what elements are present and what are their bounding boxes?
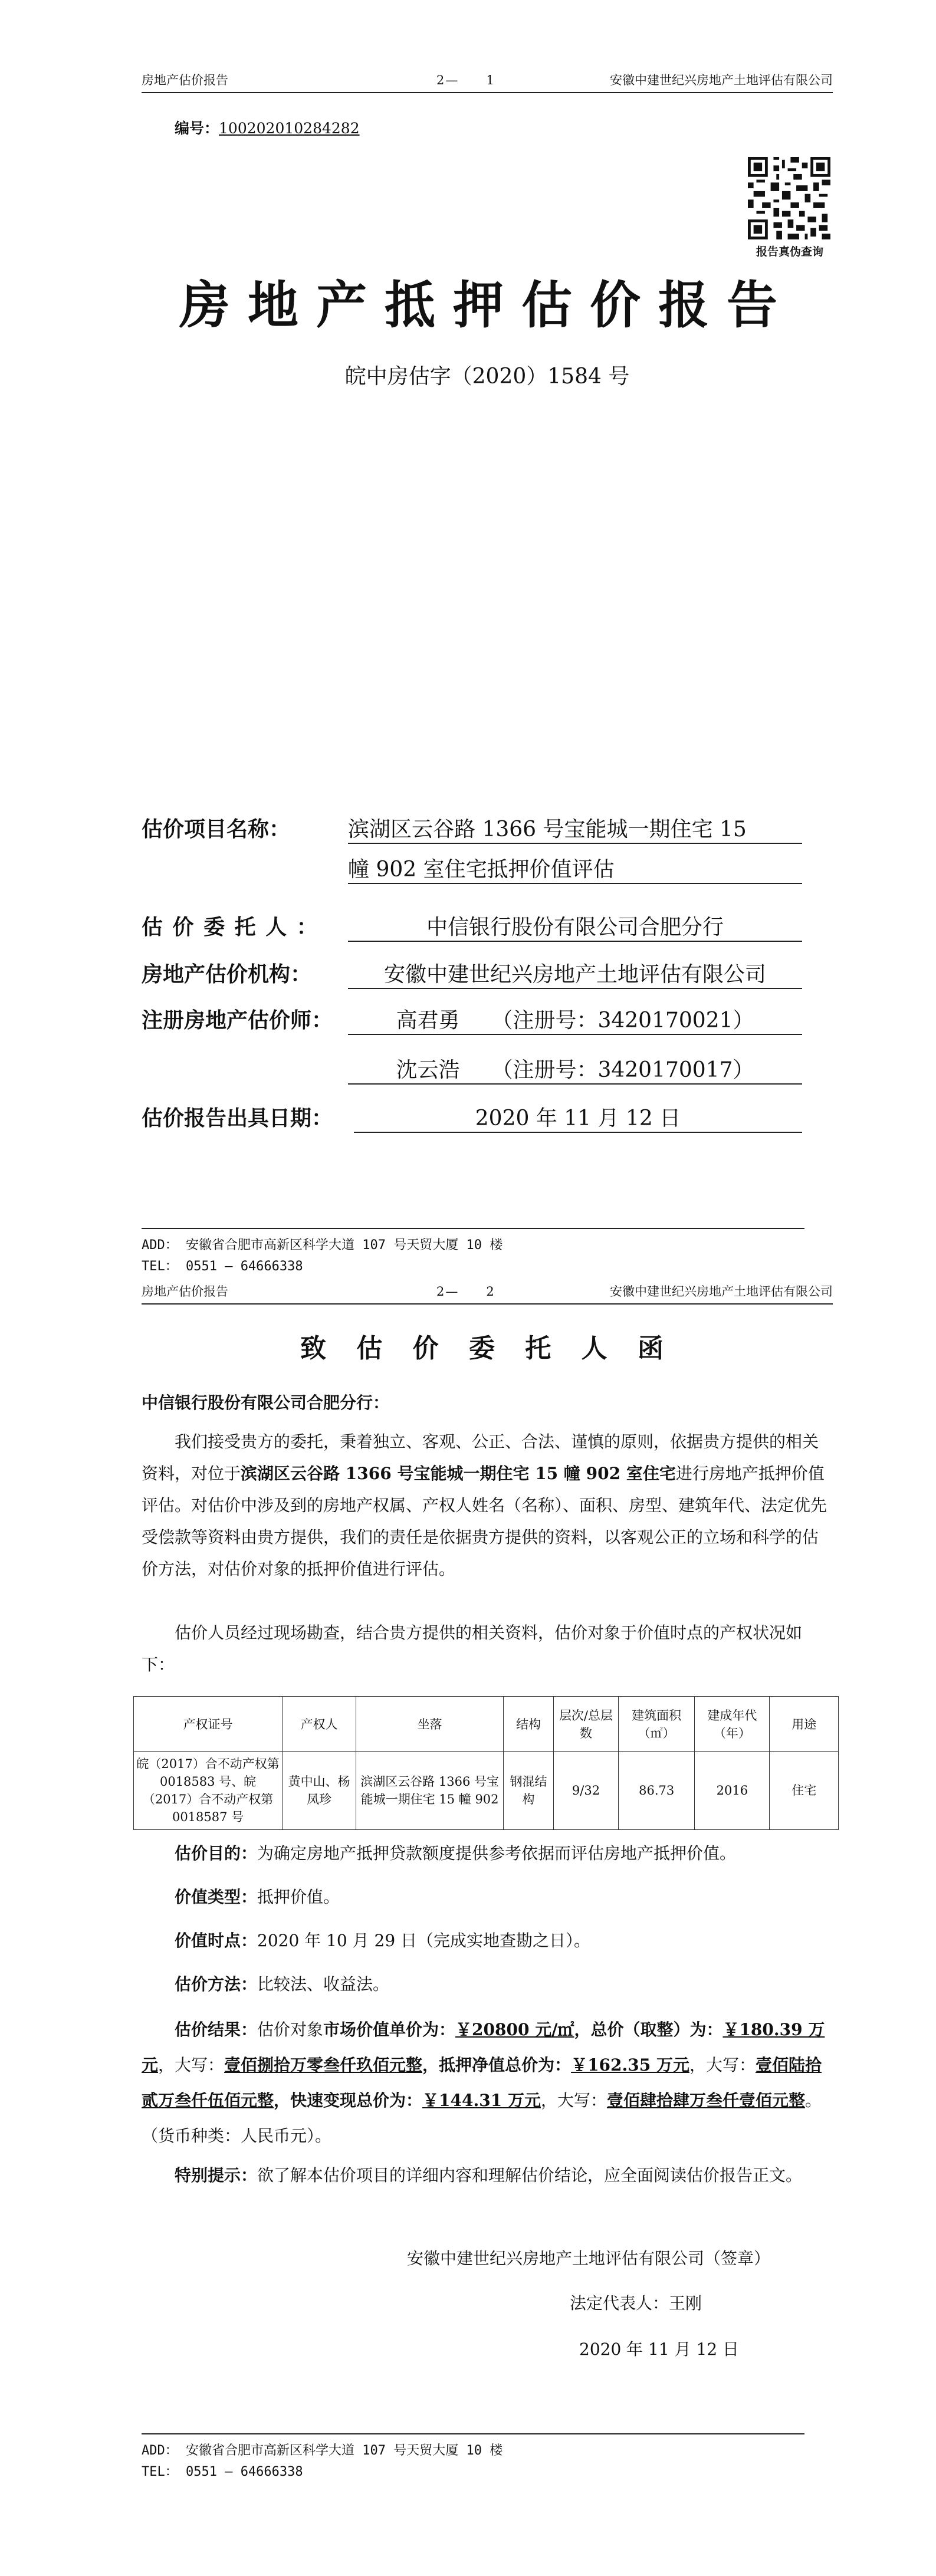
field-value-issue-date: 2020 年 11 月 12 日 (354, 1102, 802, 1133)
result-text: ，快速变现总价为： (274, 2091, 423, 2110)
field-value-appraiser-1: 高君勇 （注册号：3420170021） (348, 1004, 802, 1035)
result-paragraph (142, 2012, 833, 2154)
field-value-project: 滨湖区云谷路 1366 号宝能城一期住宅 15 (348, 813, 802, 844)
column-header: 建筑面积（㎡） (619, 1697, 695, 1752)
table-header-row (134, 1697, 839, 1752)
result-text: 。（货币种类：人民币元）。 (142, 2091, 822, 2145)
header-page: 2— 2 (436, 1284, 495, 1299)
purpose-line (142, 1838, 833, 1869)
value-time-label: 价值时点： (175, 1931, 258, 1950)
qr-caption: 报告真伪查询 (756, 245, 823, 258)
cell-location: 滨湖区云谷路 1366 号宝能城一期住宅 15 幢 902 (356, 1752, 504, 1830)
report-number-value: 100202010284282 (219, 120, 360, 137)
result-text: ，总价（取整）为： (574, 2020, 723, 2039)
qr-code (748, 157, 830, 239)
column-header: 坐落 (356, 1697, 504, 1752)
footer-address: ADD： 安徽省合肥市高新区科学大道 107 号天贸大厦 10 楼 (142, 1238, 503, 1253)
value-type-value: 抵押价值。 (257, 1887, 340, 1907)
column-header: 用途 (770, 1697, 839, 1752)
method-value: 比较法、收益法。 (257, 1974, 390, 1994)
value-time-value: 2020 年 10 月 29 日（完成实地查勘之日）。 (257, 1931, 591, 1950)
property-table (133, 1696, 839, 1830)
result-text: 估价对象 (257, 2020, 324, 2039)
result-text: ，大写： (540, 2091, 607, 2110)
field-value-client: 中信银行股份有限公司合肥分行 (348, 911, 802, 942)
field-label-client: 估 价 委 托 人 ： (142, 915, 319, 939)
header-right: 安徽中建世纪兴房地产土地评估有限公司 (610, 73, 833, 87)
intro-text-a: 我们接受贵方的委托，秉着独立、客观、公正、合法、谨慎的原则，依据贵方提供的相关资料，对位于 (142, 1432, 819, 1483)
header-page: 2— 1 (436, 73, 495, 87)
cell-usage: 住宅 (770, 1752, 839, 1830)
column-header: 结构 (504, 1697, 554, 1752)
unit-price: ￥20800 元/㎡ (455, 2020, 574, 2039)
total-price: ￥180.39 万元 (142, 2020, 825, 2075)
net-value: ￥162.35 万元 (571, 2055, 689, 2075)
field-label-issue-date: 估价报告出具日期： (142, 1106, 333, 1131)
cell-owner: 黄中山、杨凤珍 (283, 1752, 356, 1830)
page1-footer-rule (142, 1228, 804, 1229)
result-text: 市场价值单价为： (323, 2020, 456, 2039)
field-label-project: 估价项目名称： (142, 817, 291, 842)
value-time-line (142, 1925, 833, 1957)
header-left: 房地产估价报告 (142, 1284, 228, 1299)
signature-representative: 法定代表人：王刚 (570, 2294, 702, 2313)
addressee: 中信银行股份有限公司合肥分行： (142, 1393, 390, 1412)
page1-footer (142, 1235, 503, 1277)
footer-address: ADD： 安徽省合肥市高新区科学大道 107 号天贸大厦 10 楼 (142, 2443, 503, 2458)
column-header: 产权人 (283, 1697, 356, 1752)
cell-structure: 钢混结构 (504, 1752, 554, 1830)
cell-year: 2016 (695, 1752, 770, 1830)
column-header: 产权证号 (134, 1697, 283, 1752)
document-number: 皖中房估字（2020）1584 号 (344, 364, 630, 389)
field-value-appraiser-2: 沈云浩 （注册号：3420170017） (348, 1053, 802, 1085)
result-text: ，抵押净值总价为： (422, 2055, 572, 2075)
method-line (142, 1969, 833, 2000)
result-label: 估价结果： (175, 2020, 258, 2039)
special-note-label: 特别提示： (175, 2166, 258, 2185)
quick-sale-value: ￥144.31 万元 (422, 2091, 541, 2110)
field-value-agency: 安徽中建世纪兴房地产土地评估有限公司 (348, 958, 802, 989)
field-label-agency: 房地产估价机构： (142, 962, 312, 987)
table-row (134, 1752, 839, 1830)
value-type-line (142, 1881, 833, 1913)
report-number (175, 117, 360, 138)
cell-certificate: 皖（2017）合不动产权第 0018583 号、皖（2017）合不动产权第 0018587 号 (134, 1752, 283, 1830)
cell-floor: 9/32 (553, 1752, 618, 1830)
value-type-label: 价值类型： (175, 1887, 258, 1907)
survey-paragraph: 估价人员经过现场勘查，结合贵方提供的相关资料，估价对象于价值时点的产权状况如下： (142, 1623, 803, 1674)
cell-area: 86.73 (619, 1752, 695, 1830)
letter-title: 致 估 价 委 托 人 函 (300, 1333, 674, 1363)
result-text: ，大写： (689, 2055, 756, 2075)
signature-company: 安徽中建世纪兴房地产土地评估有限公司（签章） (407, 2249, 771, 2268)
purpose-label: 估价目的： (175, 1844, 258, 1863)
page2-footer (142, 2440, 503, 2483)
quick-sale-value-words: 壹佰肆拾肆万叁仟壹佰元整 (606, 2091, 805, 2110)
footer-tel: TEL： 0551 — 64666338 (142, 1259, 303, 1274)
report-number-label: 编号： (175, 120, 219, 137)
signature-date: 2020 年 11 月 12 日 (579, 2340, 740, 2359)
intro-paragraph (142, 1426, 833, 1585)
page1-header (142, 70, 833, 93)
column-header: 建成年代（年） (695, 1697, 770, 1752)
intro-text-c: 进行房地产抵押价值评估。对估价中涉及到的房地产权属、产权人姓名（名称）、面积、房型、建筑年代、法定优先受偿款等资料由贵方提供，我们的责任是依据贵方提供的资料，以客观公正的立场和科学的估价方法，对估价对象的抵押价值进行评估。 (142, 1464, 827, 1579)
total-price-words: 壹佰捌拾万零叁仟玖佰元整 (224, 2055, 423, 2075)
header-right: 安徽中建世纪兴房地产土地评估有限公司 (610, 1284, 833, 1299)
page2-header (142, 1281, 833, 1305)
report-title: 房地产抵押估价报告 (179, 275, 795, 335)
result-text: ，大写： (158, 2055, 225, 2075)
column-header: 层次/总层数 (553, 1697, 618, 1752)
field-value-project-line2: 幢 902 室住宅抵押价值评估 (348, 853, 802, 884)
page2-footer-rule (142, 2433, 804, 2434)
net-value-words: 壹佰陆拾贰万叁仟伍佰元整 (142, 2055, 822, 2110)
field-label-appraisers: 注册房地产估价师： (142, 1008, 333, 1033)
special-note (142, 2160, 833, 2191)
special-note-value: 欲了解本估价项目的详细内容和理解估价结论，应全面阅读估价报告正文。 (257, 2166, 803, 2185)
header-left: 房地产估价报告 (142, 73, 228, 87)
property-address: 滨湖区云谷路 1366 号宝能城一期住宅 15 幢 902 室住宅 (241, 1464, 676, 1483)
footer-tel: TEL： 0551 — 64666338 (142, 2465, 303, 2479)
method-label: 估价方法： (175, 1974, 258, 1994)
purpose-value: 为确定房地产抵押贷款额度提供参考依据而评估房地产抵押价值。 (257, 1844, 737, 1863)
